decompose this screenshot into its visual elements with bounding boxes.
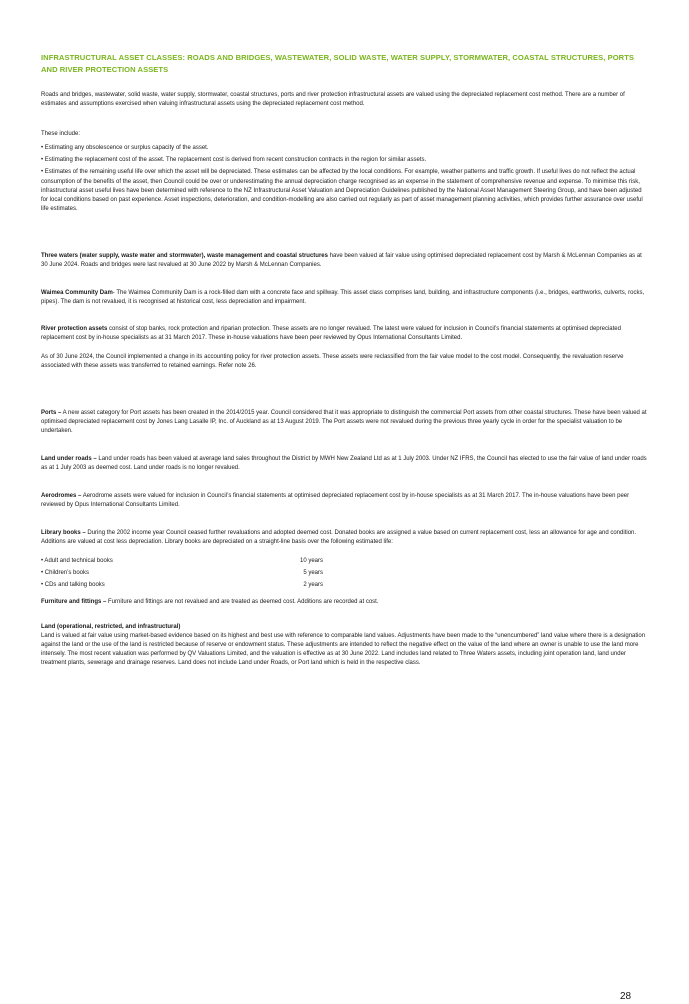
bullet-replacement-cost: • Estimating the replacement cost of the asset. The replacement cost is derived from recent construction contracts in the region for similar assets. bbox=[41, 157, 427, 164]
life-value: 2 years bbox=[303, 581, 323, 588]
three-waters-text: have been valued at fair value using optimised depreciated replacement cost by Marsh & McLennan Companies as at 30 June 2024. Roads and bridges were last revalued at 30 June 2022 by Marsh & McLennan Companies. bbox=[41, 252, 642, 269]
page-number: 28 bbox=[620, 991, 632, 1002]
land-paragraph: Land is valued at fair value using market-based evidence based on its highest and best use with reference to comparable land values. Adjustments have been made to the “unencumbered” land value where there is a designation against the land or the use of the land is restricted because of reserve or endowment status. These adjustments are intended to reflect the negative effect on the value of the land where an owner is unable to use the land more intensely. The most recent valuation was performed by QV Valuations Limited, and the valuation is effective as at 30 June 2022. Land includes land related to Three Waters assets, including joint operation land, land under treatment plants, sewerage and drainage reserves. Land does not include Land under Roads, or Port land which is held in the respective class. bbox=[41, 632, 646, 666]
section-heading: INFRASTRUCTURAL ASSET CLASSES: ROADS AND BRIDGES, WASTEWATER, SOLID WASTE, WATER SUPPLY, STORMWATER, COASTAL STRUCTURES, PORTS AND RIVER PROTECTION ASSETS bbox=[41, 53, 635, 74]
land-roads-lead: Land under roads – bbox=[41, 455, 97, 462]
aerodromes-lead: Aerodromes – bbox=[41, 493, 82, 500]
aerodromes-text: Aerodrome assets were valued for inclusion in Council’s financial statements at optimised depreciated replacement cost by in-house specialists as at 31 March 2017. The in-house valuations have been peer reviewed by Opus International Consultants Limited. bbox=[41, 493, 630, 509]
three-waters-lead: Three waters (water supply, waste water and stormwater), waste management and coastal structures bbox=[41, 252, 328, 259]
land-roads-text: Land under roads has been valued at average land sales throughout the District by MWH New Zealand Ltd as at 1 July 2003. Under NZ IFRS, the Council has elected to use the fair value of land under roads as at 1 July 2003 as deemed cost. Land under roads is no longer revalued. bbox=[41, 455, 647, 472]
ports-text: A new asset category for Port assets has been created in the 2014/2015 year. Council considered that it was appropriate to distinguish the commercial Port assets from other coastal structures. These have been valued at optimised depreciated replacement cost by Jones Lang Lasalle IP, Inc. of Auckland as at 13 August 2019. The Port assets were not revalued during the previous three yearly cycle in order for the specialist valuation to be undertaken. bbox=[41, 409, 647, 434]
river-lead: River protection assets bbox=[41, 326, 108, 333]
bullet-useful-life: • Estimates of the remaining useful life over which the asset will be depreciated. These estimates can be affected by the local conditions. For example, weather patterns and traffic growth. If useful lives do not reflect the actual consumption of the benefits of the asset, then Council could be over or underestimating the annual depreciation charge recognised as an expense in the statement of comprehensive revenue and expense. To minimise this risk, infrastructural asset useful lives have been determined with reference to the NZ Infrastructural Asset Valuation and Depreciation Guidelines published by the National Asset Management Steering Group, and have been adjusted for local conditions based on past experience. Asset inspections, deterioration, and condition-modelling are also carried out regularly as part of asset management planning activities, which provides further assurance over useful life estimates. bbox=[41, 169, 643, 212]
waimea-lead: Waimea Community Dam bbox=[41, 290, 113, 297]
life-value: 10 years bbox=[299, 557, 323, 564]
furniture-paragraph bbox=[41, 598, 647, 607]
life-label: • Adult and technical books bbox=[41, 557, 113, 564]
waimea-text: - The Waimea Community Dam is a rock-filled dam with a concrete face and spillway. This asset class comprises land, building, and infrastructure components (i.e., bridges, earthworks, culverts, rocks, pipes). The dam is not revalued, it is recognised at historical cost, less depreciation and impairment. bbox=[41, 290, 645, 306]
three-waters-paragraph bbox=[41, 252, 647, 270]
life-label: • Children’s books bbox=[41, 569, 90, 576]
bullet-obsolescence: • Estimating any obsolescence or surplus capacity of the asset. bbox=[41, 145, 209, 152]
table-row bbox=[41, 555, 647, 567]
ports-paragraph bbox=[41, 409, 647, 436]
river-protection-paragraph bbox=[41, 325, 647, 343]
waimea-paragraph bbox=[41, 289, 647, 307]
river-policy-paragraph: As of 30 June 2024, the Council implemented a change in its accounting policy for river protection assets. These assets were reclassified from the fair value model to the cost model. Consequently, the revaluation reserve associated with these assets was transferred to retained earnings. Refer note 26. bbox=[41, 353, 624, 369]
library-lead: Library books – bbox=[41, 530, 86, 537]
land-title: Land (operational, restricted, and infrastructural) bbox=[41, 623, 181, 630]
library-books-paragraph bbox=[41, 529, 647, 547]
these-include-label: These include: bbox=[41, 131, 81, 138]
aerodromes-paragraph bbox=[41, 492, 647, 510]
life-label: • CDs and talking books bbox=[41, 581, 105, 588]
furniture-text: Furniture and fittings are not revalued and are treated as deemed cost. Additions are recorded at cost. bbox=[106, 598, 379, 605]
table-row bbox=[41, 579, 647, 591]
land-under-roads-paragraph bbox=[41, 455, 647, 473]
ports-lead: Ports – bbox=[41, 409, 62, 416]
table-row bbox=[41, 567, 647, 579]
furniture-lead: Furniture and fittings – bbox=[41, 598, 107, 605]
library-text: During the 2002 income year Council ceased further revaluations and adopted deemed cost. Donated books are assigned a value based on current replacement cost, less an allowance for age and condition. Additions are valued at cost less depreciation. Library books are depreciated on a straight-line basis over the following estimated life: bbox=[41, 530, 637, 546]
life-value: 5 years bbox=[303, 569, 323, 576]
document-page bbox=[41, 52, 647, 668]
useful-life-table bbox=[41, 555, 647, 591]
intro-paragraph: Roads and bridges, wastewater, solid waste, water supply, stormwater, coastal structures, ports and river protection infrastructural assets are valued using the depreciated replacement cost method. There are a number of estimates and assumptions exercised when valuing infrastructural assets using the depreciated replacement cost method. bbox=[41, 92, 625, 108]
river-text: consist of stop banks, rock protection and riparian protection. These assets are no longer revalued. The latest were valued for inclusion in Council’s financial statements at optimised depreciated replacement cost by in-house specialists as at 31 March 2017. These in-house valuations have been peer reviewed by Opus International Consultants Limited. bbox=[41, 326, 621, 342]
